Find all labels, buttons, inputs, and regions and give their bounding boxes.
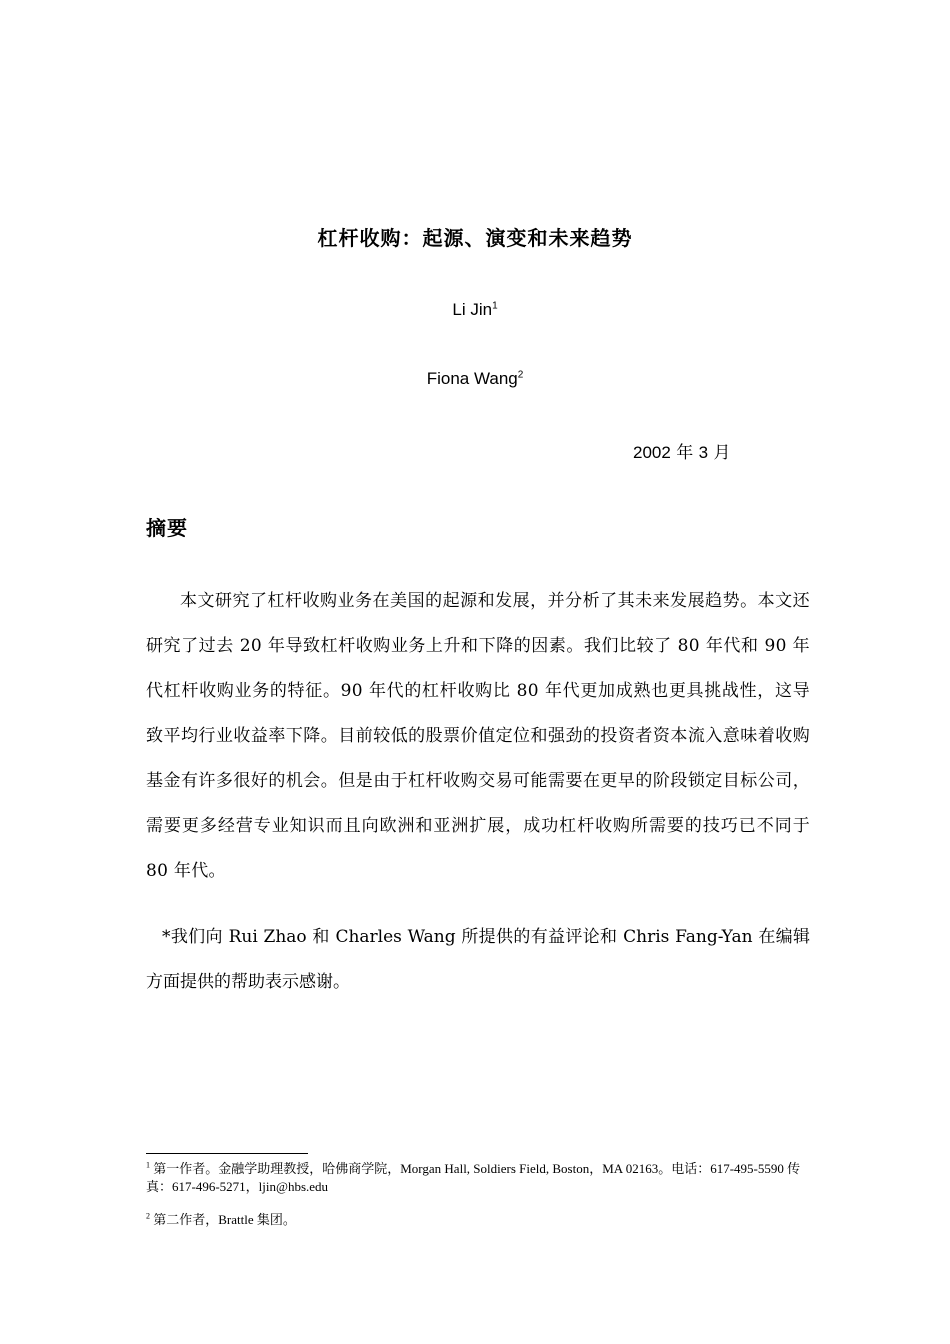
author-name: Fiona Wang <box>426 369 518 388</box>
footnote-separator <box>146 1153 308 1154</box>
abstract-paragraph: 本文研究了杠杆收购业务在美国的起源和发展，并分析了其未来发展趋势。本文还研究了过去 20 年导致杠杆收购业务上升和下降的因素。我们比较了 80 年代和 90 年代杠杆收购业务的特征。90 年代的杠杆收购比 80 年代更加成熟也更具挑战性，这导致平均行业收益率下降。目前较低的股票价值定位和强劲的投资者资本流入意味着收购基金有许多很好的机会。但是由于杠杆收购交易可能需要在更早的阶段锁定目标公司，需要更多经营专业知识而且向欧洲和亚洲扩展，成功杠杆收购所需要的技巧已不同于 80 年代。 <box>146 591 810 881</box>
date-year-char: 年 <box>676 443 694 463</box>
author-footnote-marker: 2 <box>517 369 524 381</box>
footnote-text: 第一作者。金融学助理教授，哈佛商学院，Morgan Hall, Soldiers Field, Boston，MA 02163。电话：617-495-5590 传真：617-496-5271，ljin@hbs.edu <box>146 1161 801 1194</box>
footnote-mark: 2 <box>146 1211 150 1221</box>
date-month: 3 <box>698 443 709 462</box>
footnote-mark: 1 <box>146 1160 150 1170</box>
author-li-jin <box>0 300 950 320</box>
paper-title: 杠杆收购：起源、演变和未来趋势 <box>317 226 633 250</box>
footnote-1 <box>146 1160 806 1196</box>
author-fiona-wang <box>0 369 950 389</box>
acknowledgement-paragraph: *我们向 Rui Zhao 和 Charles Wang 所提供的有益评论和 Chris Fang-Yan 在编辑方面提供的帮助表示感谢。 <box>146 927 810 992</box>
abstract-heading: 摘要 <box>146 516 188 540</box>
date-year: 2002 <box>633 443 671 462</box>
author-footnote-marker: 1 <box>492 300 498 312</box>
publication-date <box>633 438 731 463</box>
date-month-char: 月 <box>713 443 731 463</box>
footnote-text: 第二作者，Brattle 集团。 <box>153 1212 296 1227</box>
author-name: Li Jin <box>452 300 493 319</box>
footnote-2 <box>146 1211 806 1229</box>
